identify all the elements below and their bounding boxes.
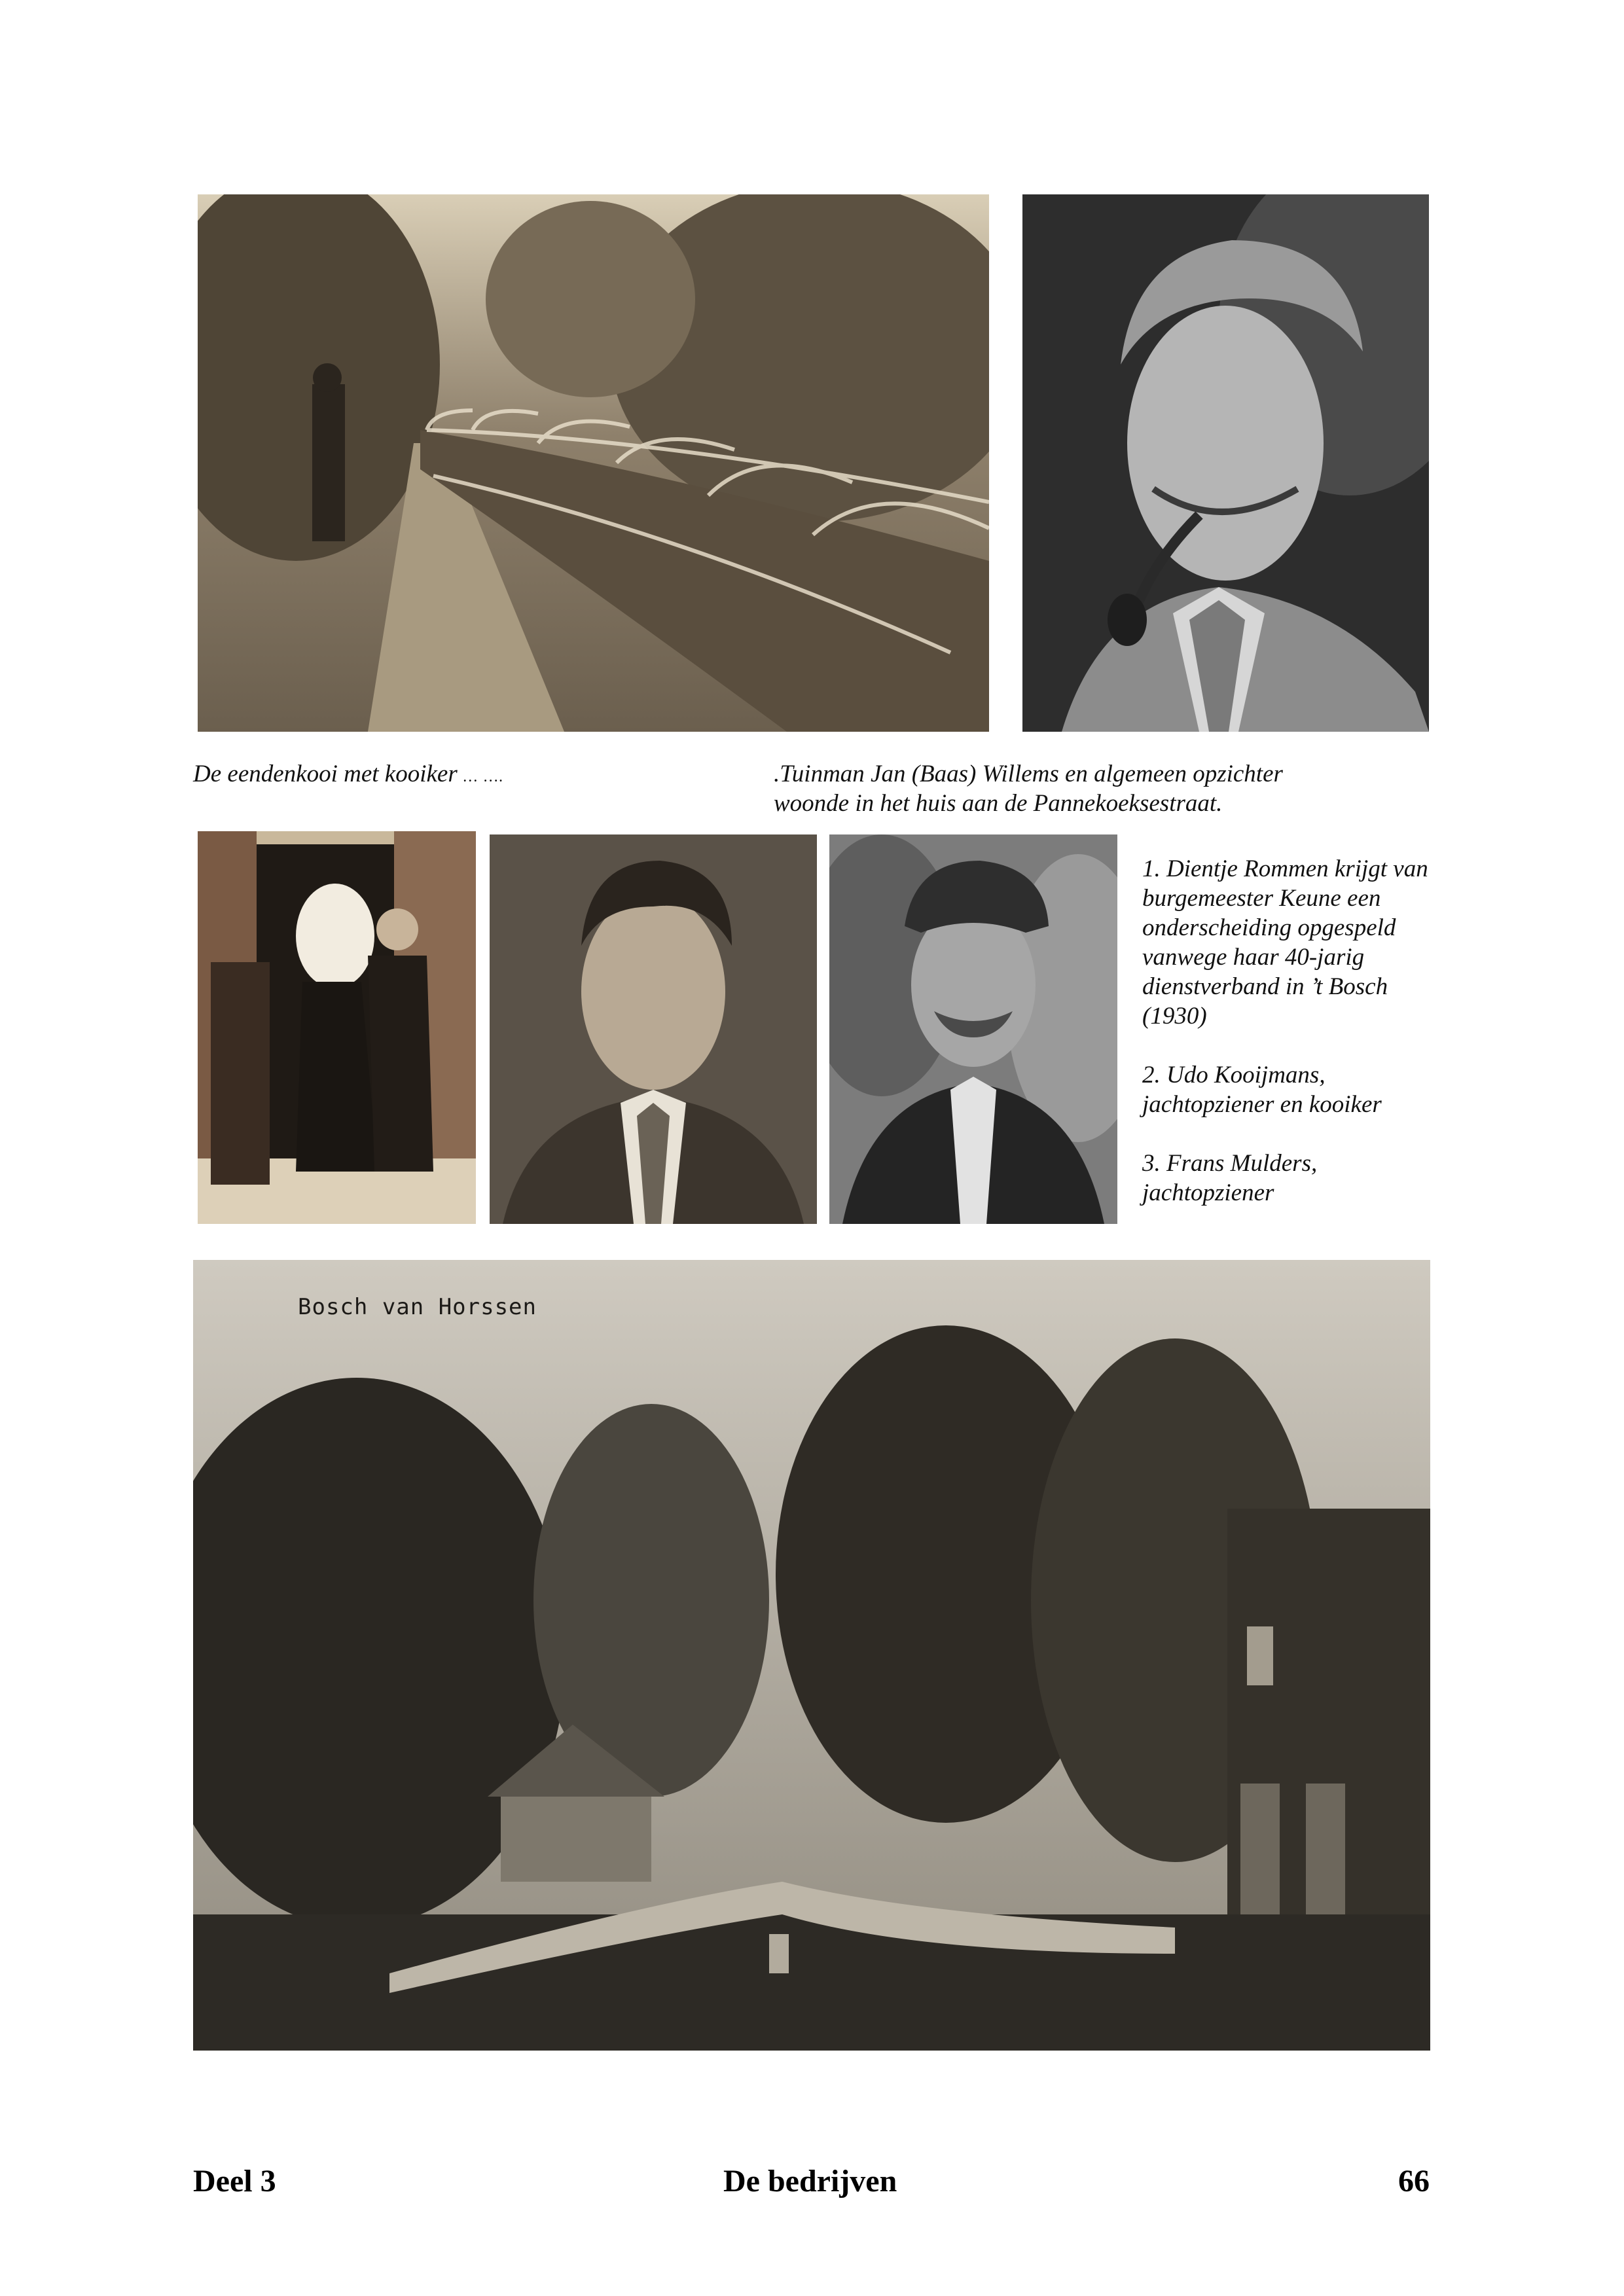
- photo-udo-kooijmans: [490, 834, 817, 1224]
- caption-item-2: 2. Udo Kooijmans, jachtopziener en kooiker: [1142, 1062, 1382, 1118]
- photo-jan-willems: [1022, 194, 1429, 732]
- photo-duck-decoy: [198, 194, 989, 732]
- caption-item-1: 1. Dientje Rommen krijgt van burgemeester Keune een onderscheiding opgespeld vanwege haar 40-jarig dienstverband in ’t Bosch (1930): [1142, 855, 1428, 1030]
- photo-bosch-van-horssen: [193, 1260, 1430, 2051]
- dientje-rommen-image: [198, 831, 476, 1224]
- duck-decoy-image: [198, 194, 989, 732]
- caption-duck-decoy-text: De eendenkooi met kooiker: [193, 761, 458, 787]
- udo-kooijmans-image: [490, 834, 817, 1224]
- caption-jan-willems: [774, 759, 1435, 818]
- caption-duck-decoy-ellipsis: … ….: [463, 768, 505, 785]
- caption-numbered-list: [1142, 854, 1437, 1208]
- footer-chapter-title: De bedrijven: [723, 2164, 897, 2198]
- caption-jan-willems-line1: .Tuinman Jan (Baas) Willems en algemeen opzichter: [774, 761, 1283, 787]
- footer-part: Deel 3: [193, 2164, 276, 2198]
- caption-item-3: 3. Frans Mulders, jachtopziener: [1142, 1150, 1318, 1206]
- photo-dientje-rommen: [198, 831, 476, 1224]
- postcard-title: Bosch van Horssen: [298, 1294, 537, 1320]
- caption-jan-willems-line2: woonde in het huis aan de Pannekoeksestraat.: [774, 790, 1223, 817]
- jan-willems-image: [1022, 194, 1429, 732]
- frans-mulders-image: [829, 834, 1117, 1224]
- photo-frans-mulders: [829, 834, 1117, 1224]
- footer-page-number: 66: [1398, 2164, 1430, 2198]
- bosch-van-horssen-image: [193, 1260, 1430, 2051]
- caption-duck-decoy: [193, 759, 505, 792]
